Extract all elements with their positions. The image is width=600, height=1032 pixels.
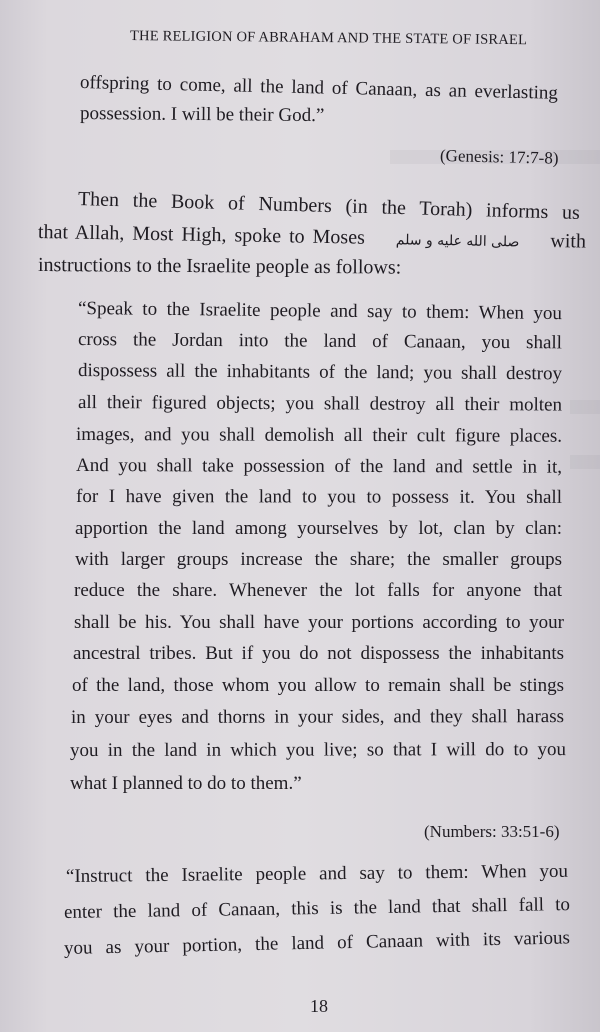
quote-line: offspring to come, all the land of Canaan, as an everlasting (79, 72, 559, 104)
quote-line: for I have given the land to you to possess it. You shall (75, 486, 563, 508)
arabic-honorific: صلى الله عليه و سلم (395, 232, 520, 251)
page-number: 18 (310, 996, 328, 1016)
quote-line: in your eyes and thorns in your sides, and they shall harass (70, 706, 565, 728)
quote-line: dispossess all the inhabitants of the land; you shall destroy (77, 360, 563, 385)
quote-line: apportion the land among yourselves by lot, clan by clan: (75, 518, 562, 539)
quote-line: reduce the share. Whenever the lot falls for anyone that (74, 580, 562, 601)
quote-line: you in the land in which you live; so that I will do to you (69, 739, 567, 761)
quote-line: images, and you shall demolish all their cult figure places. (75, 424, 563, 447)
paragraph-line: Then the Book of Numbers (in the Torah) informs us (77, 188, 581, 225)
quote-line: And you shall take possession of the land and settle in it, (75, 455, 563, 478)
quote-line: ancestral tribes. But if you do not dispossess the inhabitants (73, 643, 564, 664)
quote-line: all their figured objects; you shall destroy all their molten (77, 392, 563, 416)
quote-line: possession. I will be their God.” (79, 103, 325, 127)
paragraph-line: instructions to the Israelite people as follows: (37, 254, 402, 279)
bleed-through-shadow (570, 455, 600, 469)
quote-line: “Speak to the Israelite people and say to them: When you (77, 298, 563, 325)
quote-line: cross the Jordan into the land of Canaan, you shall (77, 329, 563, 354)
quote-line: of the land, those whom you allow to remain shall be stings (72, 675, 564, 696)
quote-line: “Instruct the Israelite people and say to them: When you (65, 860, 569, 887)
quote-line: shall be his. You shall have your portions according to your (74, 612, 564, 633)
quote-line: you as your portion, the land of Canaan with its various (63, 927, 571, 959)
citation-genesis: (Genesis: 17:7-8) (439, 146, 559, 168)
quote-line: with larger groups increase the share; the smaller groups (75, 549, 562, 570)
paragraph-line: that Allah, Most High, spoke to Moses صلى الله عليه و سلم with (37, 221, 587, 253)
citation-numbers: (Numbers: 33:51-6) (424, 822, 560, 841)
quote-line: enter the land of Canaan, this is the land that shall fall to (63, 894, 571, 923)
bleed-through-shadow (570, 400, 600, 414)
running-head: THE RELIGION OF ABRAHAM AND THE STATE OF ISRAEL (129, 28, 528, 49)
quote-line: what I planned to do to them.” (70, 773, 302, 794)
